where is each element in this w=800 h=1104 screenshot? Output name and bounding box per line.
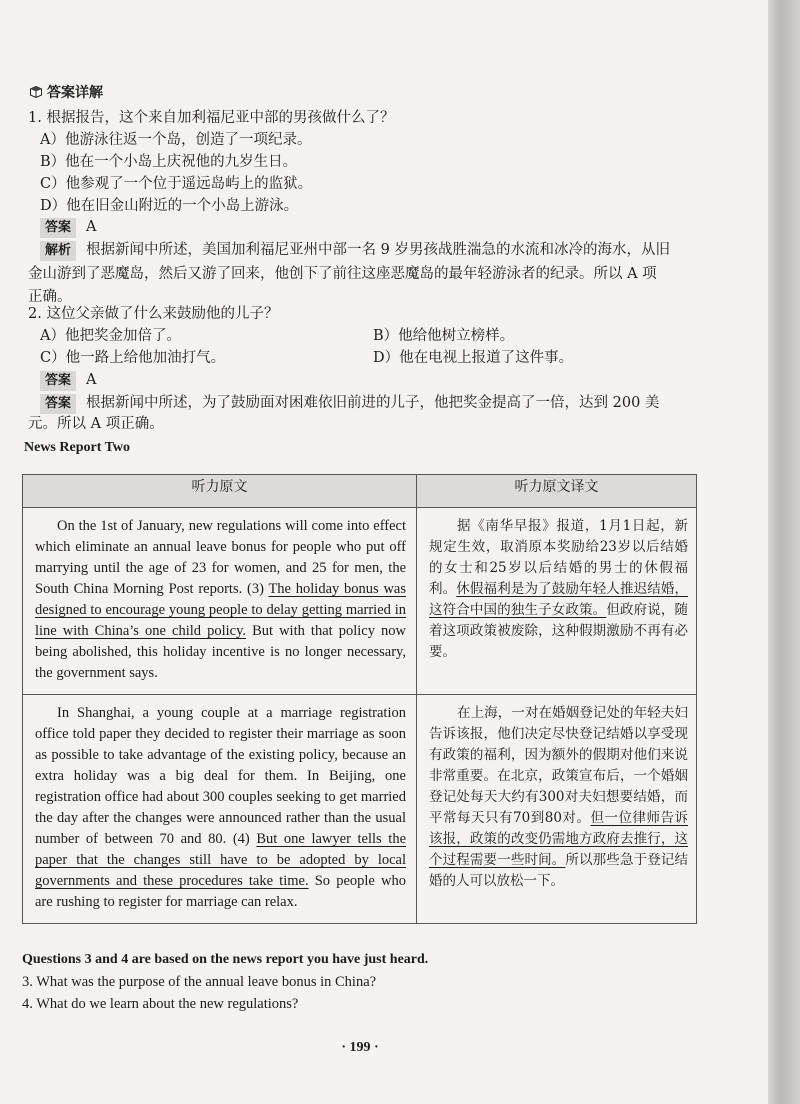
q1-analysis-line-1	[40, 240, 670, 261]
q1-option-d: D）他在旧金山附近的一个小岛上游泳。	[40, 198, 299, 214]
original-text: So people who are rushing to register for marriage can relax.	[35, 873, 406, 910]
underlined-answer-text: But one lawyer tells the paper that the changes still have to be adopted by local governments and these procedures take time.	[35, 831, 406, 889]
q1-option-b: B）他在一个小岛上庆祝他的九岁生日。	[40, 154, 298, 170]
q1-analysis-line-3: 正确。	[28, 289, 72, 305]
q2-option-a: A）他把奖金加倍了。	[40, 328, 181, 344]
news-report-title: News Report Two	[24, 440, 131, 455]
question-3: 3. What was the purpose of the annual leave bonus in China?	[22, 974, 377, 990]
header-original: 听力原文	[23, 475, 417, 508]
answer-section-heading	[30, 82, 103, 102]
q1-analysis-text-1: 根据新闻中所述，美国加利福尼亚州中部一名 9 岁男孩战胜湍急的水流和冰冷的海水，从旧	[86, 242, 670, 258]
section-title: 答案详解	[47, 85, 103, 101]
translation-text-cell	[417, 508, 697, 695]
q1-answer-label: 答案	[40, 218, 76, 238]
translation-text: 据《南华早报》报道，1月1日起，新规定生效，取消原本奖励给23岁以后结婚的女士和25岁以后结婚的男士的休假福利。	[429, 518, 688, 597]
q2-answer	[40, 370, 97, 391]
q2-option-b: B）他给他树立榜样。	[373, 328, 515, 344]
underlined-translation-text: 但一位律师告诉该报，政策的改变仍需地方政府去推行，这个过程需要一些时间。	[429, 810, 689, 868]
q2-analysis-label: 答案	[40, 394, 76, 414]
q2-option-c: C）他一路上给他加油打气。	[40, 350, 226, 366]
q1-analysis-line-2: 金山游到了恶魔岛，然后又游了回来，他创下了前往这座恶魔岛的最年轻游泳者的纪录。所以 A 项	[28, 266, 657, 282]
header-translation: 听力原文译文	[417, 475, 697, 508]
table-header-row	[23, 475, 697, 508]
original-text: But with that policy now being abolished, this holiday incentive is no longer necessary, the government says.	[35, 623, 406, 681]
original-text: In Shanghai, a young couple at a marriage registration office told paper they decided to register their marriage as soon as possible to take advantage of the existing policy, because an extra holiday was a big deal for them. In Beijing, one registration office had about 300 couples seeking to get married the day after the changes were announced rather than the usual number of between 70 and 80. (4)	[35, 705, 406, 847]
q2-analysis-line-2: 元。所以 A 项正确。	[28, 416, 164, 432]
q1-analysis-label: 解析	[40, 241, 76, 261]
q2-analysis-line-1	[40, 393, 659, 414]
question-4: 4. What do we learn about the new regulations?	[22, 996, 299, 1012]
q1-option-c: C）他参观了一个位于遥远岛屿上的监狱。	[40, 176, 313, 192]
q2-question: 2. 这位父亲做了什么来鼓励他的儿子？	[28, 306, 279, 322]
translation-text: 所以那些急于登记结婚的人可以放松一下。	[429, 852, 689, 889]
q1-answer-value: A	[86, 219, 97, 235]
q2-analysis-text-1: 根据新闻中所述，为了鼓励面对困难依旧前进的儿子，他把奖金提高了一倍，达到 200 美	[86, 395, 660, 411]
translation-text: 在上海，一对在婚姻登记处的年轻夫妇告诉该报，他们决定尽快登记结婚以享受现有政策的福利，因为额外的假期对他们来说非常重要。在北京，政策宣布后，一个婚姻登记处每天大约有300对夫妇想要结婚，而平常每天只有70到80对。	[429, 705, 688, 826]
questions-heading: Questions 3 and 4 are based on the news report you have just heard.	[22, 952, 429, 967]
underlined-translation-text: 休假福利是为了鼓励年轻人推迟结婚，这符合中国的独生子女政策。	[429, 581, 689, 618]
original-text-cell	[23, 695, 417, 924]
q1-answer	[40, 217, 97, 238]
cube-icon	[30, 86, 42, 98]
q1-option-a: A）他游泳往返一个岛，创造了一项纪录。	[40, 132, 312, 148]
translation-text: 但政府说，随着这项政策被废除，这种假期激励不再有必要。	[429, 602, 689, 660]
q1-question: 1. 根据报告，这个来自加利福尼亚中部的男孩做什么了？	[28, 110, 395, 126]
original-text-cell	[23, 508, 417, 695]
underlined-answer-text: The holiday bonus was designed to encourage young people to delay getting married in line with China’s one child policy.	[35, 581, 407, 639]
table-row	[23, 695, 697, 924]
transcript-table	[22, 474, 697, 924]
translation-text-cell	[417, 695, 697, 924]
table-row	[23, 508, 697, 695]
q2-answer-value: A	[86, 372, 97, 388]
book-spine-edge	[768, 0, 800, 1104]
q2-answer-label: 答案	[40, 371, 76, 391]
q2-option-d: D）他在电视上报道了这件事。	[373, 350, 574, 366]
original-text: On the 1st of January, new regulations will come into effect which eliminate an annual leave bonus for people who put off marrying until the age of 23 for women, and 25 for men, the South China Morning Post reports. (3)	[35, 518, 406, 597]
page-number: · 199 ·	[341, 1040, 379, 1055]
